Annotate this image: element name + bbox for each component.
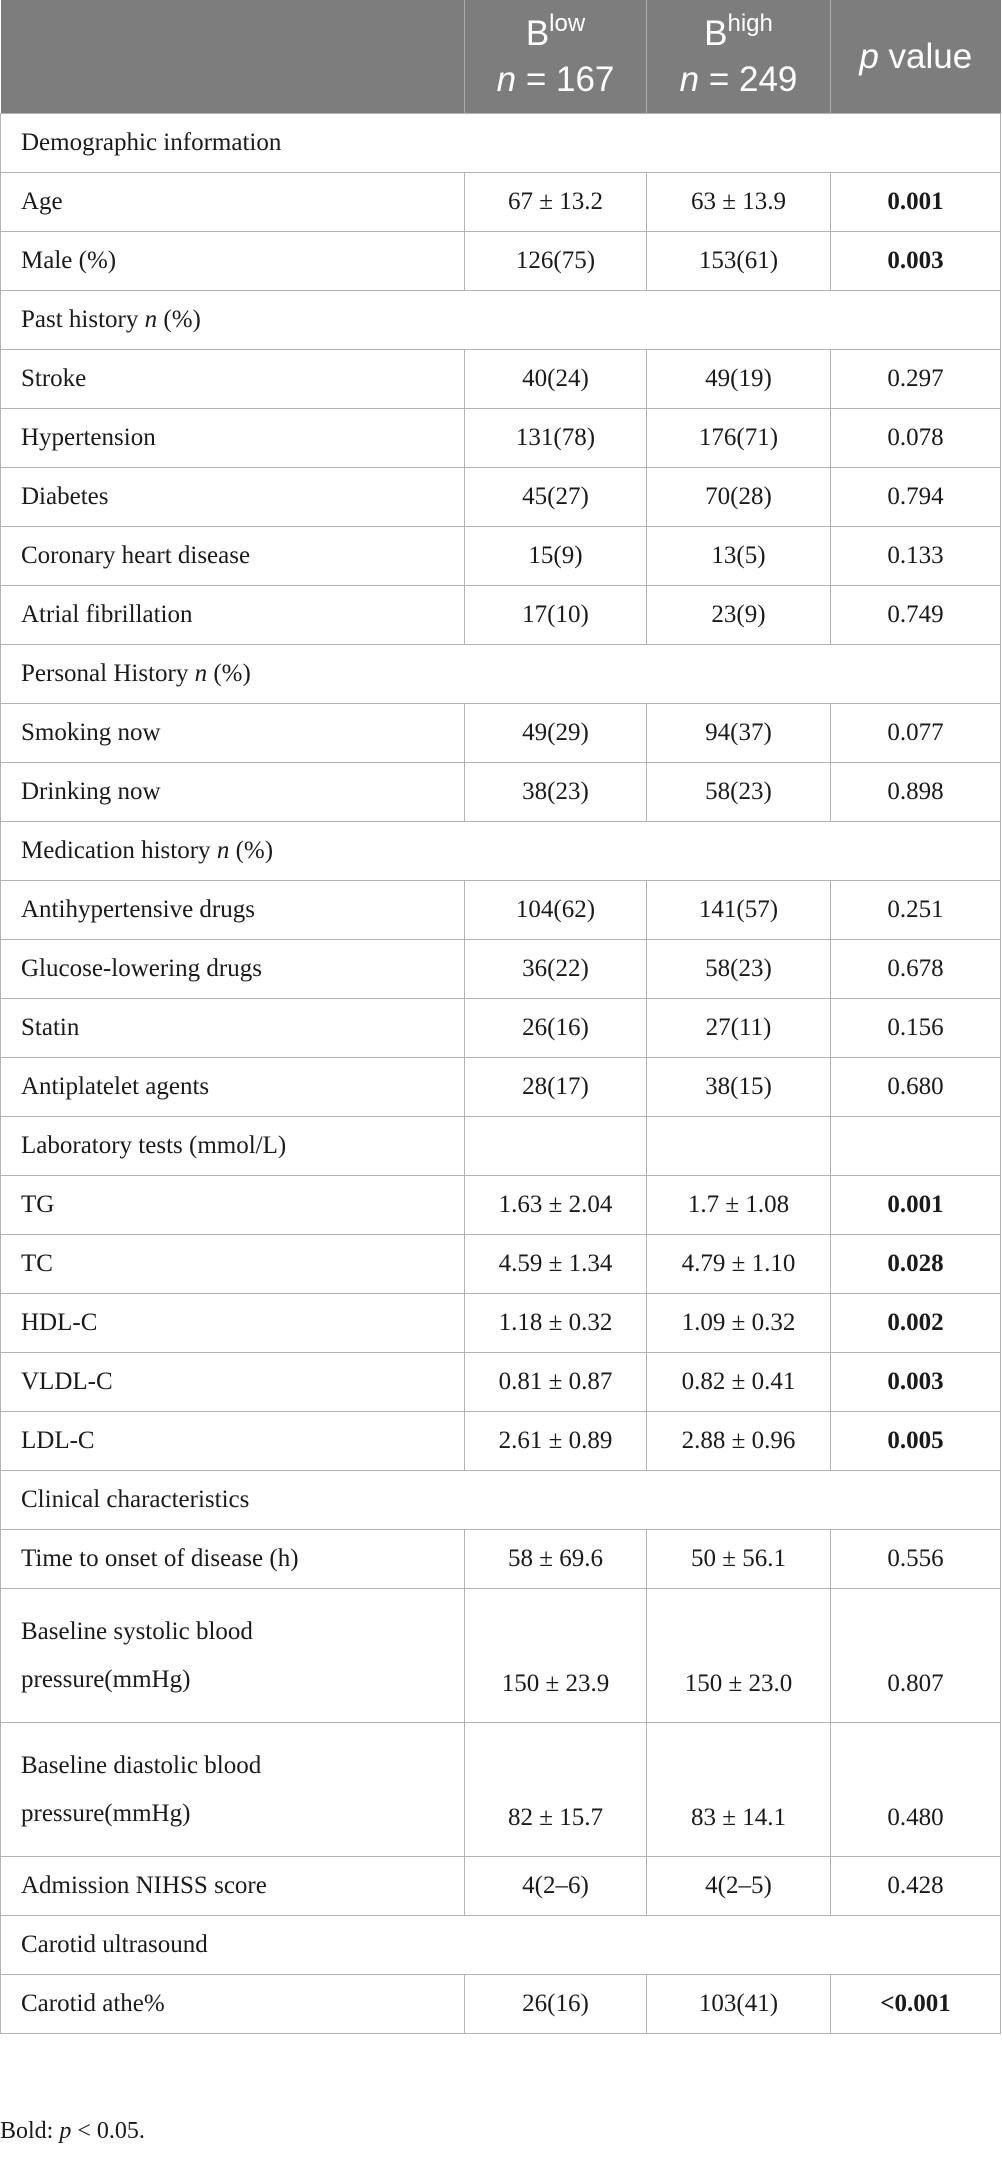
- section-label: Demographic information: [1, 114, 1001, 173]
- row-label: LDL-C: [1, 1412, 465, 1471]
- table-row-hdl-c: [1, 1294, 1001, 1353]
- p-value: 0.002: [831, 1294, 1001, 1353]
- p-value: 0.003: [831, 1353, 1001, 1412]
- section-row-carotid: [1, 1916, 1001, 1975]
- blow-value: 15(9): [465, 527, 647, 586]
- blow-value: 1.63 ± 2.04: [465, 1176, 647, 1235]
- table-row-statin: [1, 999, 1001, 1058]
- table-row-systolic-bp: [1, 1589, 1001, 1723]
- row-label: Statin: [1, 999, 465, 1058]
- section-label: Laboratory tests (mmol/L): [1, 1117, 465, 1176]
- p-label: p: [859, 36, 879, 76]
- section-label: Past history n (%): [1, 291, 1001, 350]
- blow-value: 4.59 ± 1.34: [465, 1235, 647, 1294]
- p-value: 0.156: [831, 999, 1001, 1058]
- row-label: Admission NIHSS score: [1, 1857, 465, 1916]
- row-label: Time to onset of disease (h): [1, 1530, 465, 1589]
- bhigh-value: 0.82 ± 0.41: [647, 1353, 831, 1412]
- blow-n-value: = 167: [525, 59, 615, 99]
- empty-cell: [465, 1117, 647, 1176]
- table-row-glucose-lowering: [1, 940, 1001, 999]
- row-label: Baseline diastolic blood pressure(mmHg): [1, 1723, 465, 1857]
- p-value: 0.077: [831, 704, 1001, 763]
- row-label: Age: [1, 173, 465, 232]
- bhigh-value: 63 ± 13.9: [647, 173, 831, 232]
- bhigh-value: 38(15): [647, 1058, 831, 1117]
- bhigh-value: 176(71): [647, 409, 831, 468]
- p-value: 0.003: [831, 232, 1001, 291]
- row-label: HDL-C: [1, 1294, 465, 1353]
- empty-cell: [831, 1117, 1001, 1176]
- p-value: 0.480: [831, 1723, 1001, 1857]
- table-row-carotid-athe: [1, 1975, 1001, 2034]
- p-value: 0.001: [831, 1176, 1001, 1235]
- blow-value: 0.81 ± 0.87: [465, 1353, 647, 1412]
- header-variable-column: [1, 0, 465, 114]
- header-row: [1, 0, 1001, 114]
- blow-value: 38(23): [465, 763, 647, 822]
- table-row-vldl-c: [1, 1353, 1001, 1412]
- row-label: TC: [1, 1235, 465, 1294]
- p-value: 0.807: [831, 1589, 1001, 1723]
- blow-value: 2.61 ± 0.89: [465, 1412, 647, 1471]
- blow-value: 26(16): [465, 1975, 647, 2034]
- table-row-hypertension: [1, 409, 1001, 468]
- blow-value: 131(78): [465, 409, 647, 468]
- table-row-diastolic-bp: [1, 1723, 1001, 1857]
- p-value: 0.297: [831, 350, 1001, 409]
- section-row-laboratory: [1, 1117, 1001, 1176]
- bhigh-value: 1.7 ± 1.08: [647, 1176, 831, 1235]
- blow-value: 150 ± 23.9: [465, 1589, 647, 1723]
- p-value: 0.028: [831, 1235, 1001, 1294]
- section-label: Clinical characteristics: [1, 1471, 1001, 1530]
- row-label: Baseline systolic blood pressure(mmHg): [1, 1589, 465, 1723]
- table-body: [1, 114, 1001, 2034]
- value-label: value: [888, 36, 973, 76]
- blow-value: 26(16): [465, 999, 647, 1058]
- bhigh-value: 103(41): [647, 1975, 831, 2034]
- table-row-age: [1, 173, 1001, 232]
- bhigh-value: 27(11): [647, 999, 831, 1058]
- p-value: 0.251: [831, 881, 1001, 940]
- row-label: Coronary heart disease: [1, 527, 465, 586]
- bhigh-value: 23(9): [647, 586, 831, 645]
- row-label: TG: [1, 1176, 465, 1235]
- bhigh-value: 4(2–5): [647, 1857, 831, 1916]
- bhigh-value: 58(23): [647, 940, 831, 999]
- table-row-diabetes: [1, 468, 1001, 527]
- bhigh-value: 1.09 ± 0.32: [647, 1294, 831, 1353]
- blow-value: 82 ± 15.7: [465, 1723, 647, 1857]
- p-value: 0.001: [831, 173, 1001, 232]
- row-label: Antiplatelet agents: [1, 1058, 465, 1117]
- table-row-antiplatelet: [1, 1058, 1001, 1117]
- table-row-drinking: [1, 763, 1001, 822]
- bhigh-n-value: = 249: [708, 59, 798, 99]
- table-row-ldl-c: [1, 1412, 1001, 1471]
- table-header: [1, 0, 1001, 114]
- section-label: Carotid ultrasound: [1, 1916, 1001, 1975]
- bhigh-value: 50 ± 56.1: [647, 1530, 831, 1589]
- p-value: 0.678: [831, 940, 1001, 999]
- table-row-nihss: [1, 1857, 1001, 1916]
- blow-value: 28(17): [465, 1058, 647, 1117]
- bhigh-value: 141(57): [647, 881, 831, 940]
- row-label: Carotid athe%: [1, 1975, 465, 2034]
- header-bhigh-column: [647, 0, 831, 114]
- table-row-coronary-heart-disease: [1, 527, 1001, 586]
- row-label: Antihypertensive drugs: [1, 881, 465, 940]
- table-row-stroke: [1, 350, 1001, 409]
- header-blow-column: [465, 0, 647, 114]
- blow-value: 104(62): [465, 881, 647, 940]
- bhigh-value: 13(5): [647, 527, 831, 586]
- p-value: 0.680: [831, 1058, 1001, 1117]
- row-label: Smoking now: [1, 704, 465, 763]
- section-label: Medication history n (%): [1, 822, 1001, 881]
- bhigh-value: 150 ± 23.0: [647, 1589, 831, 1723]
- section-row-medication-history: [1, 822, 1001, 881]
- bhigh-superscript: high: [727, 9, 773, 37]
- p-value: 0.749: [831, 586, 1001, 645]
- bhigh-value: 83 ± 14.1: [647, 1723, 831, 1857]
- bhigh-value: 58(23): [647, 763, 831, 822]
- blow-label: B: [525, 13, 550, 53]
- section-row-past-history: [1, 291, 1001, 350]
- blow-value: 58 ± 69.6: [465, 1530, 647, 1589]
- header-p-value-column: [831, 0, 1001, 114]
- bhigh-n-label: n: [679, 59, 700, 99]
- row-label: Glucose-lowering drugs: [1, 940, 465, 999]
- bhigh-value: 4.79 ± 1.10: [647, 1235, 831, 1294]
- blow-n-label: n: [496, 59, 517, 99]
- row-label: Stroke: [1, 350, 465, 409]
- blow-value: 67 ± 13.2: [465, 173, 647, 232]
- blow-value: 126(75): [465, 232, 647, 291]
- blow-value: 49(29): [465, 704, 647, 763]
- blow-value: 36(22): [465, 940, 647, 999]
- blow-value: 40(24): [465, 350, 647, 409]
- section-row-personal-history: [1, 645, 1001, 704]
- p-value: <0.001: [831, 1975, 1001, 2034]
- table-row-smoking: [1, 704, 1001, 763]
- empty-cell: [647, 1117, 831, 1176]
- section-row-demographic: [1, 114, 1001, 173]
- p-value: 0.794: [831, 468, 1001, 527]
- blow-value: 4(2–6): [465, 1857, 647, 1916]
- bhigh-value: 153(61): [647, 232, 831, 291]
- bhigh-value: 2.88 ± 0.96: [647, 1412, 831, 1471]
- row-label: Male (%): [1, 232, 465, 291]
- table-row-atrial-fibrillation: [1, 586, 1001, 645]
- p-value: 0.428: [831, 1857, 1001, 1916]
- table-row-tc: [1, 1235, 1001, 1294]
- blow-value: 17(10): [465, 586, 647, 645]
- row-label: Hypertension: [1, 409, 465, 468]
- p-value: 0.898: [831, 763, 1001, 822]
- bhigh-value: 94(37): [647, 704, 831, 763]
- p-value: 0.005: [831, 1412, 1001, 1471]
- p-value: 0.078: [831, 409, 1001, 468]
- row-label: VLDL-C: [1, 1353, 465, 1412]
- blow-superscript: low: [549, 9, 586, 37]
- blow-value: 45(27): [465, 468, 647, 527]
- bhigh-value: 70(28): [647, 468, 831, 527]
- table-row-tg: [1, 1176, 1001, 1235]
- p-value: 0.556: [831, 1530, 1001, 1589]
- p-value: 0.133: [831, 527, 1001, 586]
- table-footnote: Bold: p < 0.05.: [0, 2118, 145, 2144]
- bhigh-value: 49(19): [647, 350, 831, 409]
- section-label: Personal History n (%): [1, 645, 1001, 704]
- bhigh-label: B: [704, 13, 728, 53]
- row-label: Atrial fibrillation: [1, 586, 465, 645]
- row-label: Diabetes: [1, 468, 465, 527]
- section-row-clinical: [1, 1471, 1001, 1530]
- table-row-antihypertensive: [1, 881, 1001, 940]
- blow-value: 1.18 ± 0.32: [465, 1294, 647, 1353]
- row-label: Drinking now: [1, 763, 465, 822]
- table-row-time-to-onset: [1, 1530, 1001, 1589]
- table-row-male: [1, 232, 1001, 291]
